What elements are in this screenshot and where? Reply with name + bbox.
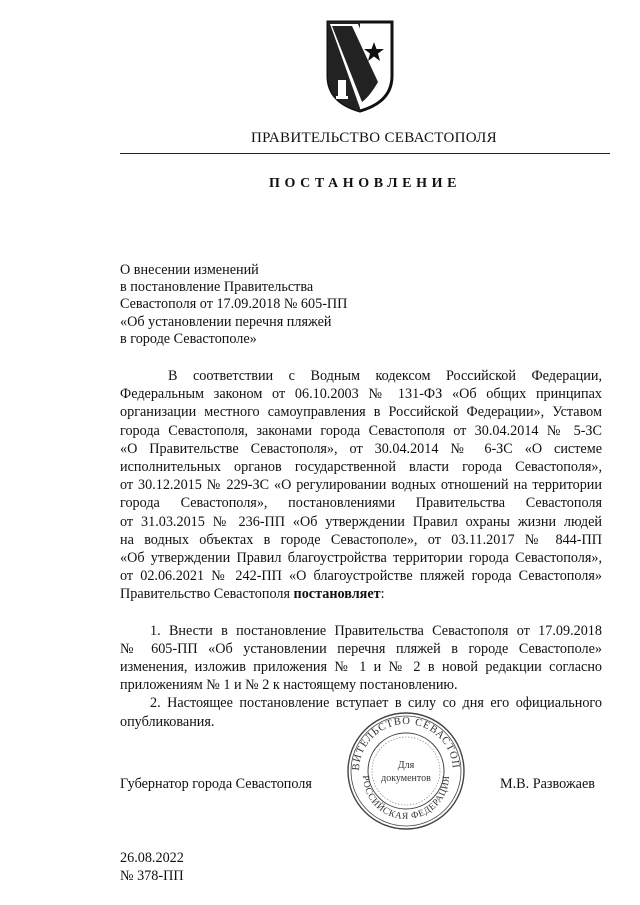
- preamble-line: исполнительных органов государственной власти города Севастополя»,: [120, 459, 602, 476]
- document-registration: [120, 849, 184, 885]
- subject-line: в городе Севастополе»: [120, 330, 257, 347]
- document-subject: [120, 262, 420, 348]
- item-1-line: изменения, изложив приложения № 1 и № 2 в новой редакции согласно: [120, 659, 602, 676]
- decree-colon: :: [380, 586, 385, 603]
- decree-word: постановляет: [293, 586, 381, 603]
- document-number: № 378-ПП: [120, 868, 184, 884]
- item-1-line: приложениям № 1 и № 2 к настоящему постановлению.: [120, 677, 458, 694]
- document-date: 26.08.2022: [120, 850, 184, 866]
- preamble-line: города Севастополя, законами города Севастополя от 30.04.2014 № 5-ЗС: [120, 422, 602, 439]
- preamble-line: Федеральным законом от 06.10.2003 № 131-ФЗ «Об общих принципах: [120, 386, 602, 403]
- preamble-line: В соответствии с Водным кодексом Российской Федерации,: [168, 368, 602, 384]
- preamble-line: на водных объектах в городе Севастополе», от 03.11.2017 № 844-ПП: [120, 531, 602, 548]
- preamble-line: от 02.06.2021 № 242-ПП «О благоустройстве пляжей города Севастополя»: [120, 568, 602, 585]
- signatory-position: Губернатор города Севастополя: [120, 776, 312, 792]
- preamble-end: Правительство Севастополя: [120, 586, 290, 603]
- preamble-line: «О Правительстве Севастополя», от 30.04.2014 № 6-ЗС «О системе: [120, 440, 602, 457]
- preamble-final-line: [120, 585, 602, 603]
- preamble-line: организации местного самоуправления в Российской Федерации», Уставом: [120, 404, 602, 421]
- seal-outer-text: ВИТЕЛЬСТВО СЕВАСТОП: [350, 715, 462, 771]
- document-type-title: ПОСТАНОВЛЕНИЕ: [268, 176, 462, 191]
- item-2-line: опубликования.: [120, 713, 215, 730]
- preamble-line: города Севастополя», постановлениями Правительства Севастополя: [120, 495, 602, 512]
- subject-line: в постановление Правительства: [120, 279, 314, 296]
- header-divider: [120, 153, 610, 154]
- document-body: [120, 367, 602, 731]
- signatory-name: М.В. Развожаев: [500, 776, 595, 792]
- seal-center-line-1: Для: [397, 760, 415, 771]
- item-1-line: № 605-ПП «Об установлении перечня пляжей в городе Севастополе»: [120, 640, 602, 657]
- subject-line: Севастополя от 17.09.2018 № 605-ПП: [120, 296, 348, 313]
- subject-line: «Об установлении перечня пляжей: [120, 313, 332, 330]
- preamble-line: «Об утверждении Правил благоустройства территории города Севастополя»,: [120, 550, 602, 567]
- item-1-line: 1. Внести в постановление Правительства Севастополя от 17.09.2018: [150, 622, 602, 639]
- item-2-line: 2. Настоящее постановление вступает в силу со дня его официального: [150, 695, 602, 712]
- subject-line: О внесении изменений: [120, 262, 259, 278]
- seal-bottom-text: РОССИЙСКАЯ ФЕДЕРАЦИЯ: [359, 775, 453, 823]
- official-seal-stamp: [345, 710, 467, 832]
- preamble-line: от 30.12.2015 № 229-ЗС «О регулировании водных отношений на территории: [120, 477, 602, 494]
- seal-center-line-2: документов: [381, 773, 431, 784]
- preamble-line: от 31.03.2015 № 236-ПП «Об утверждении Правил охраны жизни людей: [120, 513, 602, 530]
- organization-name: ПРАВИТЕЛЬСТВО СЕВАСТОПОЛЯ: [251, 130, 497, 146]
- coat-of-arms-emblem: [324, 18, 396, 114]
